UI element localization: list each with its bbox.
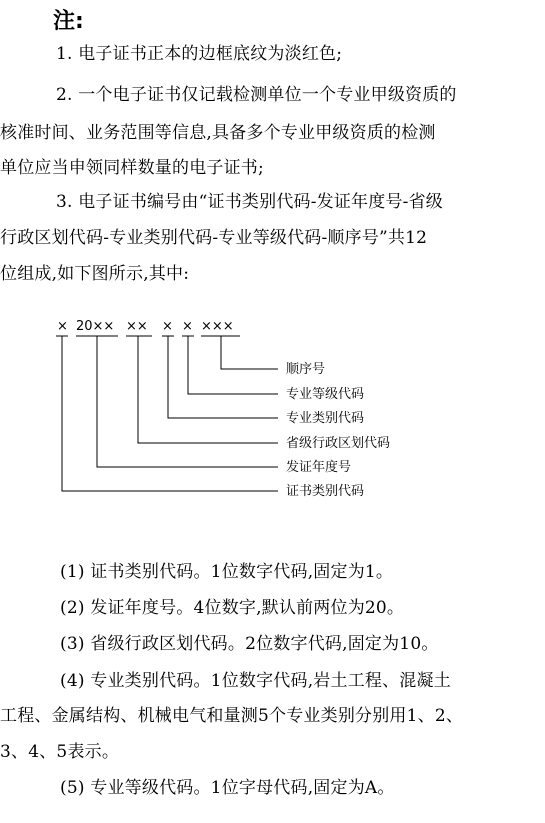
item-4-line-2: 工程、金属结构、机械电气和量测5个专业类别分别用1、2、 bbox=[0, 706, 464, 726]
note-2-line-2: 核准时间、业务范围等信息,具备多个专业甲级资质的检测 bbox=[0, 123, 436, 143]
note-1: 1. 电子证书正本的边框底纹为淡红色; bbox=[56, 44, 343, 64]
leader-category bbox=[62, 336, 278, 491]
notes-heading: 注: bbox=[53, 9, 84, 34]
item-1: (1) 证书类别代码。1位数字代码,固定为1。 bbox=[60, 562, 394, 582]
code-part-year: 20×× bbox=[76, 319, 115, 334]
item-4-line-3: 3、4、5表示。 bbox=[0, 742, 120, 762]
item-2: (2) 发证年度号。4位数字,默认前两位为20。 bbox=[60, 598, 405, 618]
label-year-number: 发证年度号 bbox=[286, 460, 352, 475]
label-category-code: 证书类别代码 bbox=[286, 484, 365, 499]
note-2-line-1: 2. 一个电子证书仅记载检测单位一个专业甲级资质的 bbox=[56, 85, 457, 105]
note-3-line-1: 3. 电子证书编号由“证书类别代码-发证年度号-省级 bbox=[56, 192, 444, 212]
certificate-number-diagram bbox=[0, 310, 545, 520]
code-part-grade: × bbox=[182, 319, 193, 334]
code-part-sequence: ××× bbox=[201, 319, 234, 334]
item-5: (5) 专业等级代码。1位字母代码,固定为A。 bbox=[60, 778, 395, 798]
note-2-line-3: 单位应当申领同样数量的电子证书; bbox=[0, 158, 264, 178]
label-sequence: 顺序号 bbox=[286, 362, 326, 377]
label-province-code: 省级行政区划代码 bbox=[286, 436, 391, 451]
item-3: (3) 省级行政区划代码。2位数字代码,固定为10。 bbox=[60, 634, 439, 654]
leader-sequence bbox=[221, 336, 278, 369]
leader-discipline bbox=[168, 336, 278, 418]
label-grade-code: 专业等级代码 bbox=[286, 387, 365, 402]
note-3-line-3: 位组成,如下图所示,其中: bbox=[0, 264, 190, 284]
label-discipline-code: 专业类别代码 bbox=[286, 411, 365, 426]
code-part-discipline: × bbox=[162, 319, 173, 334]
note-3-line-2: 行政区划代码-专业类别代码-专业等级代码-顺序号”共12 bbox=[0, 228, 428, 248]
leader-grade bbox=[188, 336, 278, 394]
code-part-category: × bbox=[57, 319, 68, 334]
code-part-province: ×× bbox=[126, 319, 148, 334]
item-4-line-1: (4) 专业类别代码。1位数字代码,岩土工程、混凝土 bbox=[60, 671, 451, 691]
leader-province bbox=[138, 336, 278, 443]
